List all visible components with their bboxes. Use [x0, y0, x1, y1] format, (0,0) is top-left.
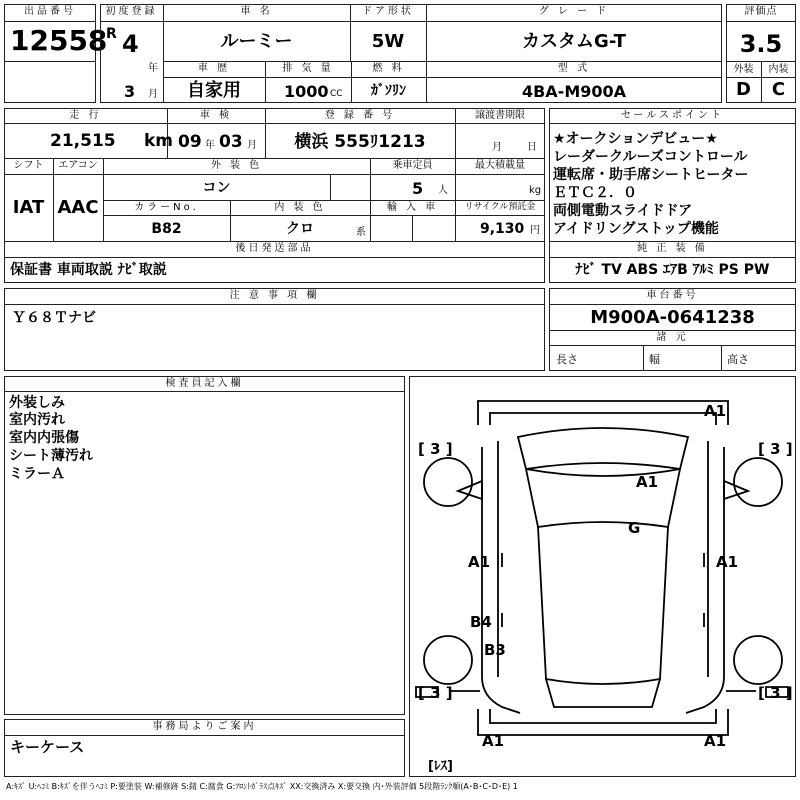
chassis-number-value: M900A-0641238 [590, 307, 755, 328]
registration-month-value: 3 [124, 82, 136, 101]
inspection-month-unit: 月 [247, 140, 257, 151]
score-value: 3.5 [739, 30, 783, 58]
model-code-value: 4BA-M900A [521, 82, 627, 101]
door-type-value: 5W [371, 31, 405, 52]
specs-label: 諸 元 [656, 332, 689, 343]
tire-depth-mark: [ 3 ] [758, 684, 793, 702]
damage-mark: B3 [484, 641, 506, 659]
history-label: 車 歴 [197, 63, 231, 74]
shift-label: シフト [13, 160, 44, 171]
legend-text: A:ｷｽﾞ U:ﾍｺﾐ B:ｷｽﾞを伴うﾍｺﾐ P:要塗装 W:補修跡 S:錆 C:腐食 G:ﾌﾛﾝﾄｶﾞﾗｽ点ｷｽﾞ XX:交換済み X:要交換 内･外装評価 5段階ﾗﾝｸ順(A･B･C･D･E) 1 [6, 782, 518, 791]
office-value: キーケース [10, 738, 85, 756]
damage-mark: G [628, 519, 641, 537]
sales-point-line: レーダークルーズコントロール [553, 149, 748, 165]
car-name-label: 車 名 [240, 6, 273, 17]
month-unit: 月 [148, 89, 158, 100]
car-name-value: ルーミー [220, 31, 293, 52]
sales-point-line: アイドリングストップ機能 [553, 221, 719, 237]
tire-depth-mark: [ 3 ] [758, 440, 793, 458]
car-outline-svg [410, 377, 795, 776]
mileage-unit: km [144, 131, 174, 151]
width-label: 幅 [649, 353, 660, 366]
recycle-fee-label: リサイクル預託金 [464, 202, 536, 212]
exterior-grade-label: 外装 [733, 64, 754, 75]
interior-grade-value: C [771, 79, 786, 100]
inspector-line: 室内汚れ [9, 412, 65, 428]
height-label: 高さ [727, 353, 749, 366]
lot-number-label: 出品番号 [24, 6, 76, 17]
capacity-label: 乗車定員 [392, 160, 433, 171]
equipment-value: ﾅﾋﾞ TV ABS ｴｱB ｱﾙﾐ PS PW [575, 262, 770, 278]
tire-depth-mark: [ 3 ] [418, 440, 453, 458]
office-label: 事務局よりご案内 [152, 721, 257, 732]
damage-mark: A1 [482, 732, 505, 750]
first-registration-label: 初度登録 [105, 6, 158, 17]
notes-label: 注 意 事 項 欄 [229, 290, 320, 301]
plate-value: 横浜 555ﾘ1213 [294, 132, 426, 152]
transfer-day-unit: 日 [527, 142, 537, 153]
equipment-label: 純 正 装 備 [637, 243, 708, 254]
color-number-label: カラーNo. [134, 202, 199, 213]
inspector-line: 外装しみ [9, 395, 65, 411]
mileage-value: 21,515 [50, 131, 116, 151]
damage-mark: A1 [716, 553, 739, 571]
sales-point-line: ★オークションデビュー★ [553, 131, 718, 147]
displacement-value: 1000 [284, 82, 329, 101]
inspector-line: ミラーＡ [9, 466, 65, 482]
tire-depth-mark: [ 3 ] [418, 684, 453, 702]
mileage-label: 走 行 [69, 110, 102, 121]
inspector-label: 検査員記入欄 [165, 378, 244, 389]
recycle-fee-value: 9,130 [480, 221, 525, 237]
exterior-color-value: コン [202, 180, 231, 196]
max-load-label: 最大積載量 [475, 160, 525, 171]
aircon-value: AAC [57, 197, 99, 218]
exterior-grade-value: D [736, 79, 751, 100]
aircon-label: エアコン [58, 160, 98, 171]
later-parts-label: 後日発送部品 [235, 243, 314, 254]
recycle-fee-unit: 円 [530, 225, 540, 236]
sales-point-line: 運転席・助手席シートヒーター [553, 167, 749, 183]
inspection-year-unit: 年 [205, 140, 215, 151]
sales-point-line: ＥＴＣ２．０ [553, 185, 637, 201]
length-label: 長さ [556, 353, 578, 366]
max-load-unit: kg [529, 185, 542, 196]
later-parts-value: 保証書 車両取説 ﾅﾋﾞ取説 [10, 262, 167, 278]
grade-label: グ レ ー ド [538, 6, 610, 17]
era-value: R [106, 26, 117, 42]
damage-mark: A1 [636, 473, 659, 491]
color-number-value: B82 [151, 221, 182, 237]
damage-mark: B4 [470, 613, 492, 631]
transfer-deadline-label: 譲渡書期限 [475, 110, 525, 121]
displacement-unit: CC [330, 89, 343, 99]
damage-mark: A1 [704, 732, 727, 750]
door-type-label: ドア形状 [362, 6, 414, 17]
fuel-label: 燃 料 [372, 63, 405, 74]
plate-label: 登 録 番 号 [324, 110, 396, 121]
chassis-number-label: 車台番号 [646, 290, 699, 301]
capacity-value: 5 [412, 179, 424, 198]
fuel-value: ｶﾞｿﾘﾝ [371, 83, 406, 99]
grade-value: カスタムG-T [522, 31, 626, 52]
history-value: 自家用 [187, 80, 241, 101]
inspection-label: 車 検 [199, 110, 233, 121]
inspector-line: シート薄汚れ [9, 448, 93, 464]
year-unit: 年 [148, 63, 158, 74]
inspection-month: 03 [219, 132, 243, 152]
interior-grade-label: 内装 [768, 64, 789, 75]
inspector-line: 室内内張傷 [9, 430, 79, 446]
import-label: 輸 入 車 [386, 202, 439, 213]
transfer-month-unit: 月 [492, 142, 502, 153]
interior-color-unit: 系 [356, 227, 366, 238]
shift-value: IAT [12, 197, 45, 218]
interior-color-label: 内 装 色 [274, 202, 326, 213]
exterior-color-label: 外 装 色 [210, 160, 263, 171]
damage-mark: A1 [468, 553, 491, 571]
damage-diagram [409, 376, 796, 777]
spare-tire-mark: [ﾚｽ] [428, 759, 453, 774]
inspection-year: 09 [178, 132, 202, 152]
capacity-unit: 人 [438, 185, 448, 196]
sales-point-line: 両側電動スライドドア [553, 203, 693, 219]
notes-value: Ｙ６８Ｔナビ [12, 310, 96, 326]
model-code-label: 型 式 [557, 63, 591, 74]
lot-number-value: 12558 [10, 24, 108, 57]
sales-points-label: セールスポイント [620, 110, 725, 121]
score-label: 評価点 [744, 6, 778, 17]
displacement-label: 排 気 量 [282, 63, 334, 74]
registration-year-value: 4 [122, 30, 139, 58]
interior-color-value: クロ [286, 221, 314, 237]
damage-mark: A1 [704, 402, 727, 420]
